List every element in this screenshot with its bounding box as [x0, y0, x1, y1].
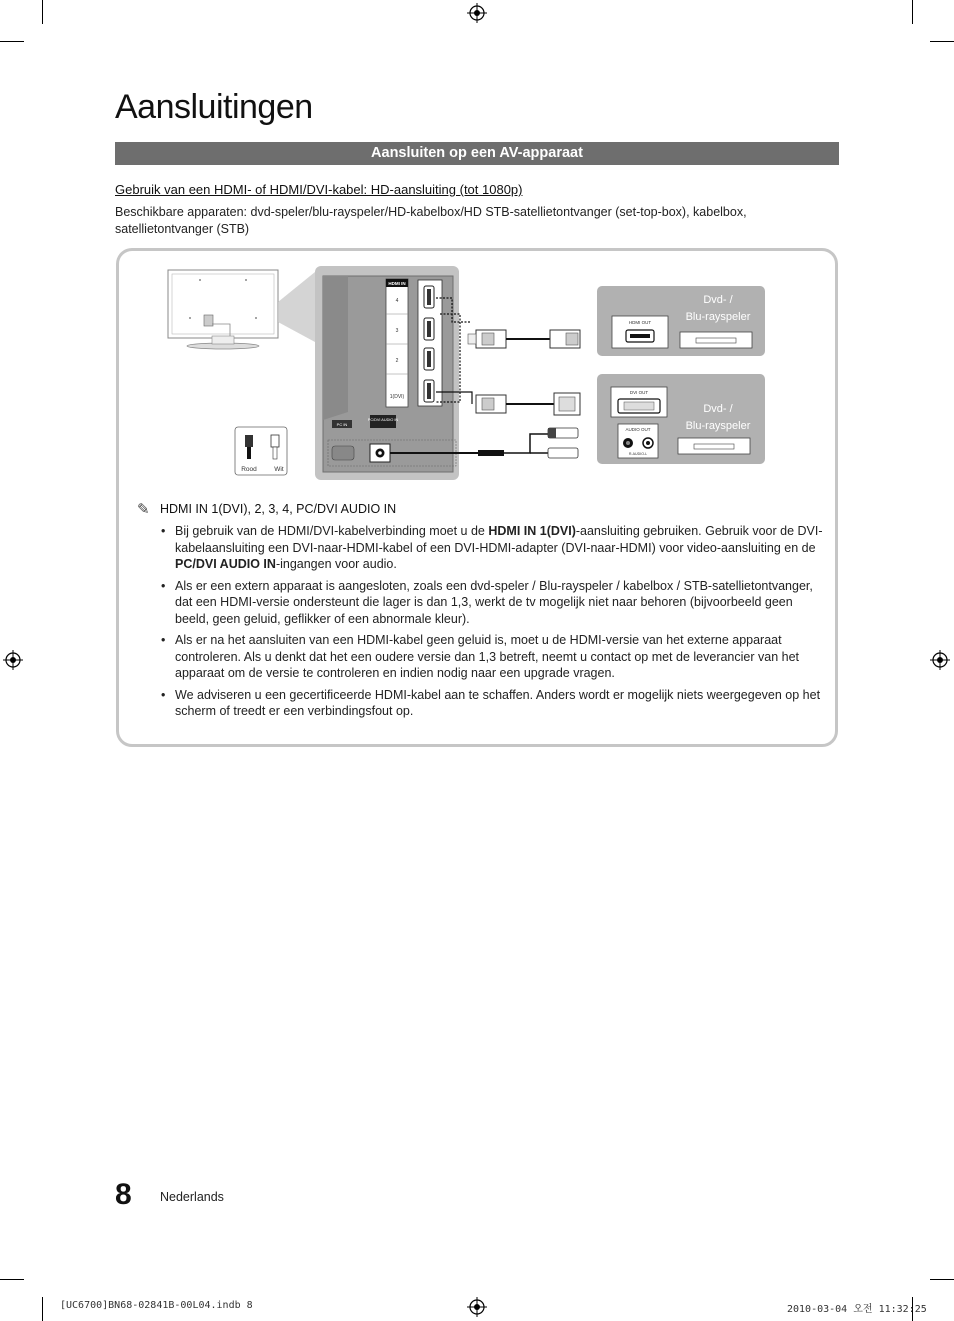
registration-mark-icon: [930, 650, 950, 670]
hdmi-port-1-label: 1(DVI): [389, 394, 405, 400]
zoom-wedge: [278, 272, 315, 342]
device-bottom-title-1: Dvd- /: [703, 403, 733, 415]
device-top-title-2: Blu-rayspeler: [685, 311, 751, 323]
pencil-note-icon: ✎: [137, 501, 150, 518]
section-title: Aansluiten op een AV-apparaat: [115, 142, 839, 165]
bullet-bold-text: HDMI IN 1(DVI): [488, 524, 576, 538]
bullet-bold-text: PC/DVI AUDIO IN: [175, 557, 276, 571]
dvi-out-label: DVI OUT: [629, 390, 649, 395]
page-title: Aansluitingen: [115, 88, 313, 126]
note-bullet: • We adviseren u een gecertificeerde HDMI-kabel aan te schaffen. Anders wordt er mogelijk niets weergegeven op het scherm of treedt er een verbindingsfout op.: [161, 687, 827, 720]
device-panel-hdmi: [597, 286, 765, 356]
note-bullet: [161, 523, 827, 573]
hdmi-out-label: HDMI OUT: [628, 320, 652, 325]
note-bullet: • Als er na het aansluiten van een HDMI-kabel geen geluid is, moet u de HDMI-versie van het externe apparaat controleren. Als u denkt dat het een oudere versie dan 1,3 betreft, neemt u contact op met de leverancier van het apparaat om de versie te controleren en indien nodig naar een upgrade vragen.: [161, 632, 827, 682]
registration-mark-icon: [467, 3, 487, 23]
device-top-title-1: Dvd- /: [703, 294, 733, 306]
crop-mark: [42, 0, 43, 24]
audio-plug-white-label: Wit: [274, 466, 284, 473]
crop-mark: [930, 1279, 954, 1280]
print-timestamp: 2010-03-04 오전 11:32:25: [787, 1304, 927, 1315]
available-devices-text: Beschikbare apparaten: dvd-speler/blu-rayspeler/HD-kabelbox/HD STB-satellietontvanger (set-top-box), kabelbox, satellietontvanger (STB): [115, 205, 747, 236]
audio-out-sublabel: R-AUDIO-L: [628, 452, 648, 456]
registration-mark-icon: [3, 650, 23, 670]
hdmi-port-3-label: 3: [395, 328, 399, 334]
device-bottom-title-2: Blu-rayspeler: [685, 420, 751, 432]
connection-subheading: Gebruik van een HDMI- of HDMI/DVI-kabel: HD-aansluiting (tot 1080p): [115, 182, 523, 197]
device-panel-dvi: [597, 374, 765, 464]
bullet-text: -ingangen voor audio.: [275, 557, 397, 571]
note-bullet: • Als er een extern apparaat is aangesloten, zoals een dvd-speler / Blu-rayspeler / kabelbox / STB-satellietontvanger, dat een HDMI-versie ondersteunt die lager is dan 1,3, werkt de tv mogelijk niet naar behoren (bijvoorbeeld geen beeld, geen geluid, geflikker of een abnormale kleur).: [161, 578, 827, 628]
note-section: [137, 502, 827, 725]
audio-plugs-illustration: [235, 427, 287, 475]
pc-dvi-audio-in-label: PC/DVI AUDIO IN: [367, 418, 399, 422]
pc-in-label: PC IN: [336, 422, 348, 427]
crop-mark: [42, 1297, 43, 1321]
audio-out-label: AUDIO OUT: [625, 427, 651, 432]
connection-diagram: [160, 262, 780, 487]
note-bullet-list: [137, 523, 827, 720]
hdmi-port-4-label: 4: [395, 298, 399, 304]
language-label: Nederlands: [160, 1190, 224, 1204]
registration-mark-icon: [467, 1297, 487, 1317]
note-heading-text: HDMI IN 1(DVI), 2, 3, 4, PC/DVI AUDIO IN: [160, 502, 397, 516]
crop-mark: [0, 41, 24, 42]
page-number: 8: [115, 1178, 132, 1211]
bullet-text: -aansluiting gebruiken. Gebruik voor de DVI-kabelaansluiting een DVI-naar-HDMI-kabel of een DVI-HDMI-adapter (DVI-naar-HDMI) voor video-aansluiting en de: [175, 524, 823, 555]
audio-plug-red-label: Rood: [241, 466, 257, 473]
crop-mark: [0, 1279, 24, 1280]
crop-mark: [912, 0, 913, 24]
tv-back-illustration: [168, 270, 278, 349]
bullet-text: Bij gebruik van de HDMI/DVI-kabelverbinding moet u de: [175, 524, 489, 538]
hdmi-in-header-label: HDMI IN: [388, 281, 406, 286]
hdmi-port-2-label: 2: [395, 358, 399, 364]
print-file-info: [UC6700]BN68-02841B-00L04.indb 8: [60, 1300, 253, 1311]
crop-mark: [930, 41, 954, 42]
note-heading: [137, 502, 827, 516]
